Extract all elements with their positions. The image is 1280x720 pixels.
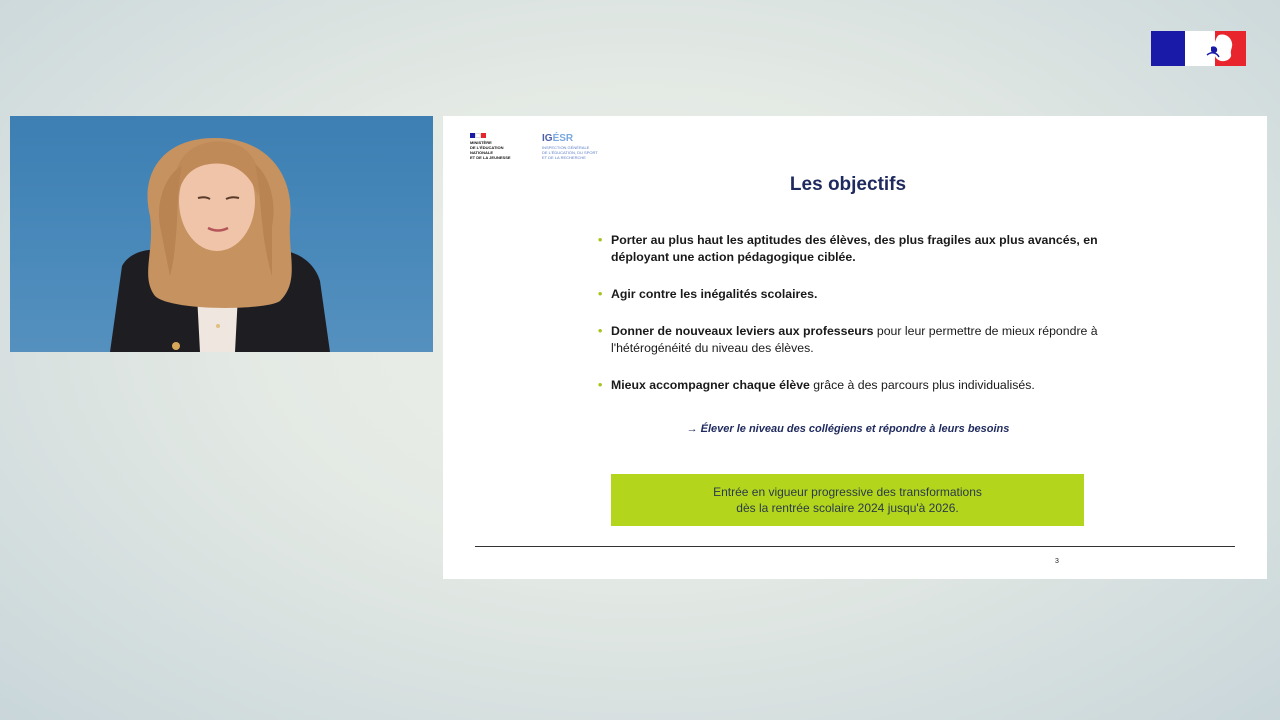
list-item: [598, 377, 1098, 394]
bullet-bold: Mieux accompagner chaque élève: [611, 378, 810, 392]
slide-logos: [470, 133, 600, 160]
list-item: [598, 286, 1098, 303]
igesr-logo: [542, 133, 600, 160]
banner-line2: dès la rentrée scolaire 2024 jusqu'à 2026.: [736, 501, 959, 515]
banner-line1: Entrée en vigueur progressive des transformations: [713, 485, 982, 499]
ministry-logo-line3: NATIONALE: [470, 150, 494, 155]
list-item: [598, 232, 1098, 266]
timeline-banner: [611, 474, 1084, 526]
conclusion-text: → Élever le niveau des collégiens et répondre à leurs besoins: [686, 423, 1010, 435]
presentation-slide: [443, 116, 1267, 579]
objectives-list: [598, 232, 1098, 414]
footer-divider: [475, 546, 1235, 547]
bullet-bold: Porter au plus haut les aptitudes des élèves, des plus fragiles aux plus avancés, en déployant une action pédagogique ciblée.: [611, 233, 1098, 264]
page-number: 3: [1055, 558, 1059, 565]
bullet-marker: •: [598, 324, 603, 338]
marianne-flag-icon: [1151, 31, 1246, 66]
ministry-logo-line4: ET DE LA JEUNESSE: [470, 155, 511, 160]
igesr-acronym-b: ÉSR: [552, 133, 574, 144]
ministry-logo-line1: MINISTÈRE: [470, 140, 492, 145]
presenter-video-feed: [10, 116, 433, 352]
bullet-bold: Donner de nouveaux leviers aux professeurs: [611, 324, 874, 338]
bullet-marker: •: [598, 378, 603, 392]
slide-title: Les objectifs: [789, 174, 907, 195]
bullet-marker: •: [598, 287, 603, 301]
bullet-text: grâce à des parcours plus individualisés.: [809, 378, 1035, 392]
igesr-line1: INSPECTION GÉNÉRALE: [542, 145, 590, 150]
bullet-text: pour leur permettre de mieux répondre à l'hétérogénéité du niveau des élèves.: [611, 324, 1098, 355]
igesr-acronym-a: IG: [542, 133, 553, 144]
igesr-line3: ET DE LA RECHERCHE: [542, 155, 586, 160]
ministry-logo-line2: DE L'ÉDUCATION: [470, 145, 504, 150]
list-item: [598, 323, 1098, 357]
bullet-marker: •: [598, 233, 603, 247]
igesr-line2: DE L'ÉDUCATION, DU SPORT: [542, 150, 598, 155]
ministry-logo: [470, 133, 532, 160]
bullet-bold: Agir contre les inégalités scolaires.: [611, 287, 818, 301]
